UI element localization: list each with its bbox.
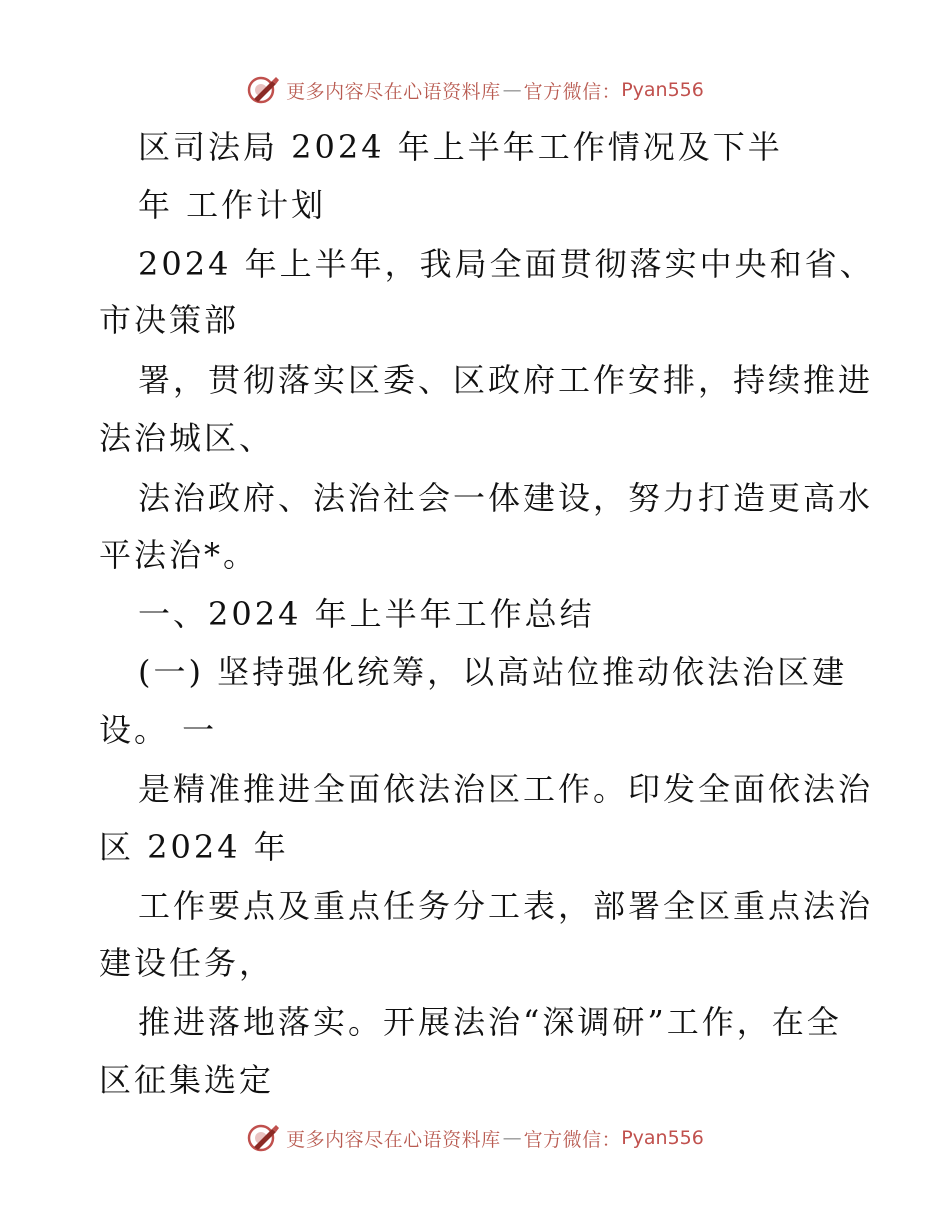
body-line: 法治政府、法治社会一体建设，努力打造更高水 <box>138 479 874 517</box>
watermark-text: 更多内容尽在心语资料库 <box>286 80 501 103</box>
section-heading: 一、2024 年上半年工作总结 <box>138 595 595 633</box>
body-line: 推进落地落实。开展法治“深调研”工作，在全 <box>138 1003 842 1041</box>
body-line: 设。 一 <box>99 711 218 749</box>
body-line: 平法治*。 <box>99 536 259 574</box>
watermark-text: 更多内容尽在心语资料库 <box>286 1128 501 1151</box>
watermark-label: 官方微信： <box>523 1128 622 1151</box>
body-line: 署，贯彻落实区委、区政府工作安排，持续推进 <box>138 361 874 399</box>
watermark-wechat-id: Pyan556 <box>621 79 704 101</box>
body-line: 建设任务， <box>99 944 275 982</box>
subsection-heading: (一) 坚持强化统筹，以高站位推动依法治区建 <box>138 653 848 691</box>
body-line: 区 2024 年 <box>99 828 289 866</box>
watermark-separator: — <box>502 79 522 101</box>
body-line: 是精准推进全面依法治区工作。印发全面依法治 <box>138 770 874 808</box>
body-line: 区征集选定 <box>99 1061 275 1099</box>
watermark-wechat-id: Pyan556 <box>621 1127 704 1149</box>
watermark-separator: — <box>502 1127 522 1149</box>
body-line: 2024 年上半年，我局全面贯彻落实中央和省、 <box>138 245 875 283</box>
pen-seal-logo-icon <box>246 1123 280 1153</box>
document-title-line-2: 年 工作计划 <box>138 186 327 224</box>
body-line: 工作要点及重点任务分工表，部署全区重点法治 <box>138 887 874 925</box>
watermark-label: 官方微信： <box>523 80 622 103</box>
watermark-footer <box>0 1118 950 1158</box>
body-line: 市决策部 <box>99 301 240 339</box>
body-line: 法治城区、 <box>99 419 275 457</box>
document-title-line-1: 区司法局 2024 年上半年工作情况及下半 <box>138 128 783 166</box>
